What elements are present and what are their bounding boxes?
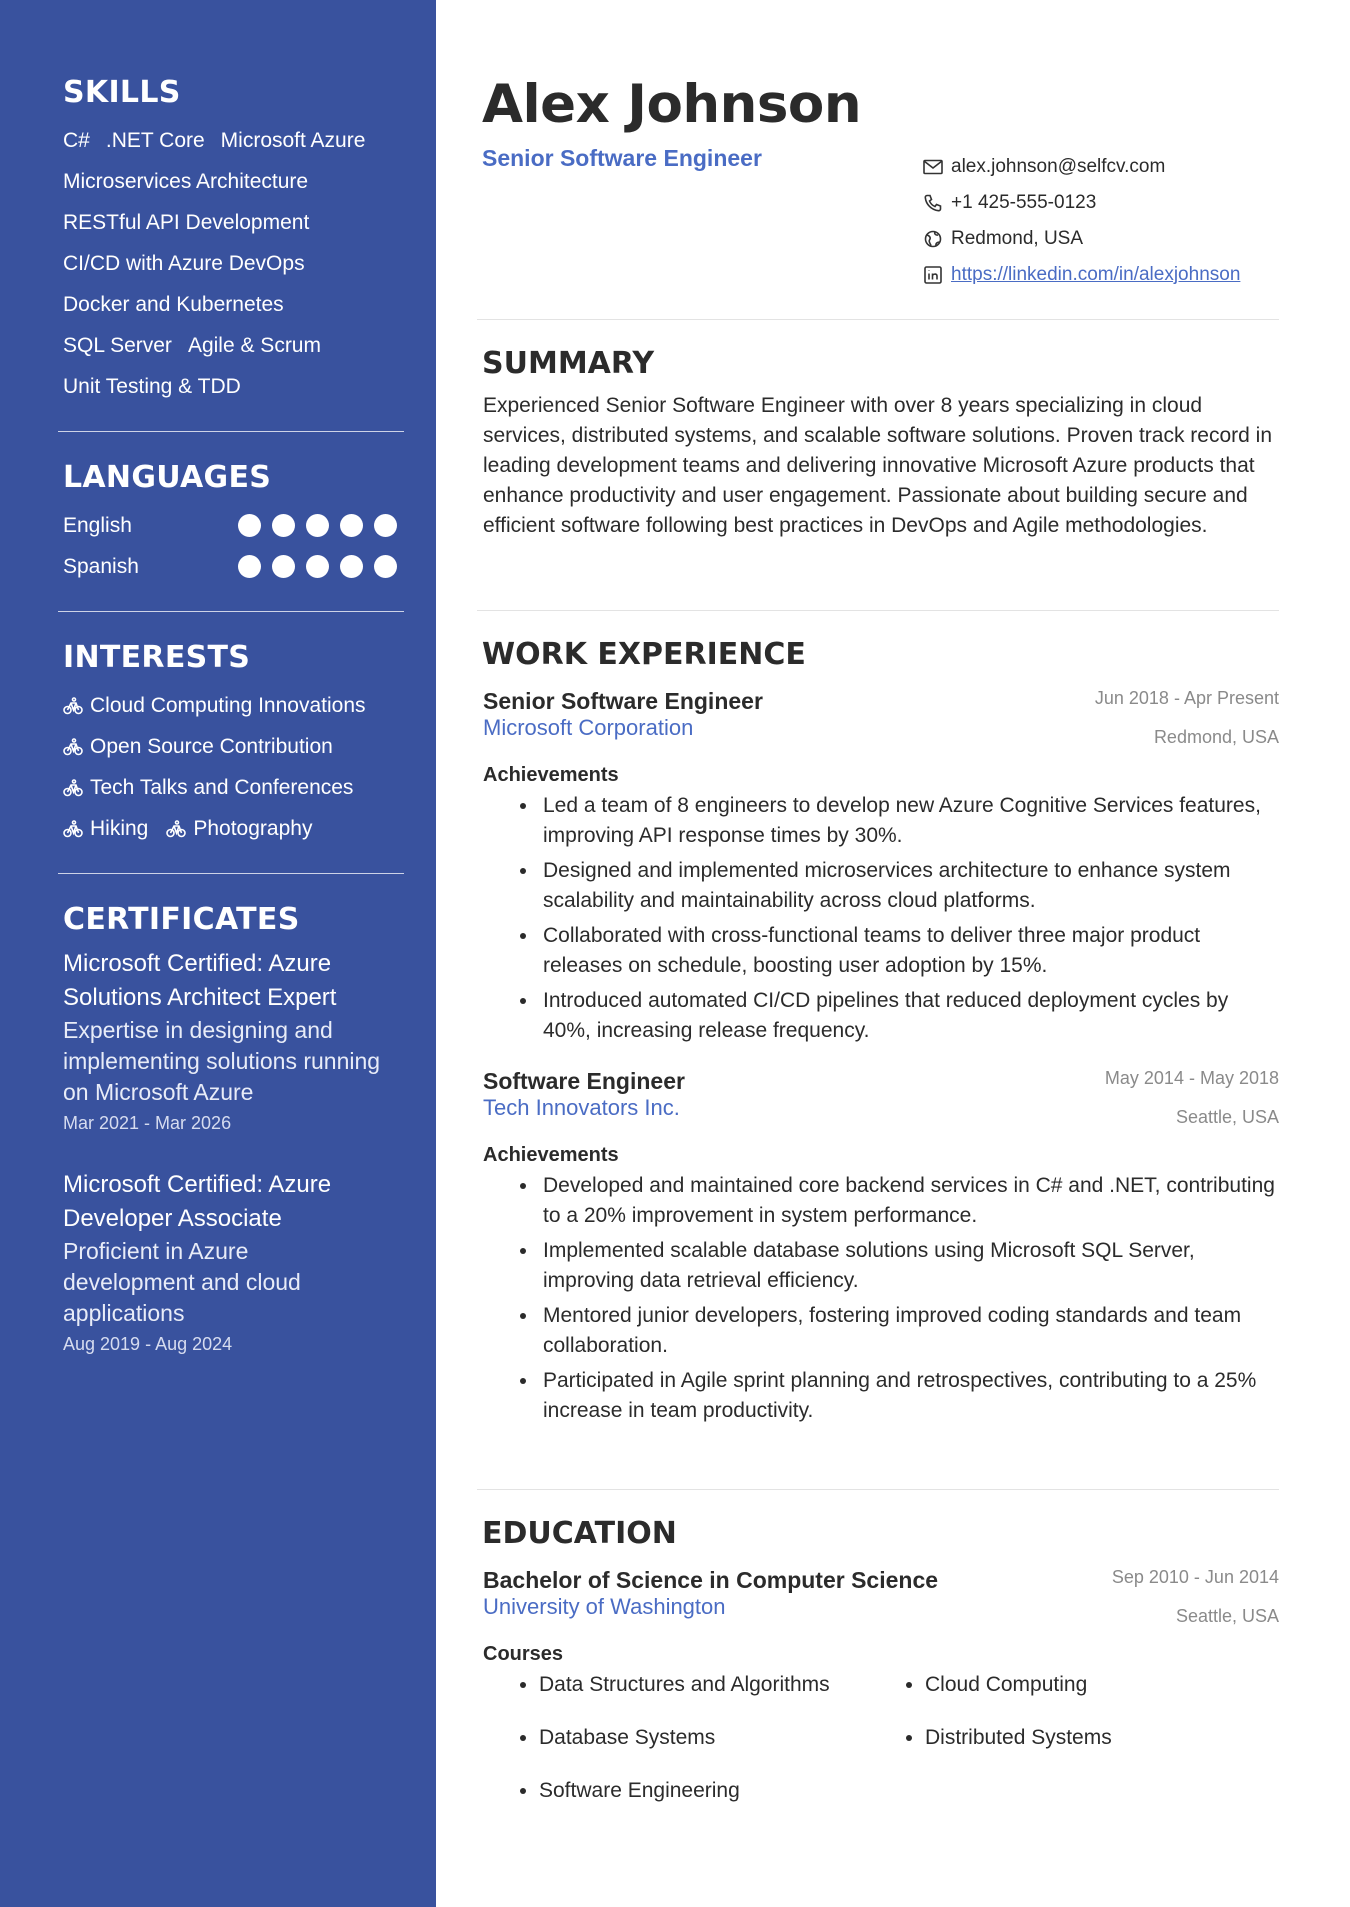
mail-icon [923,159,943,175]
interest-item [63,767,353,808]
candidate-role: Senior Software Engineer [482,145,762,171]
divider [58,431,404,432]
skill-item: Agile & Scrum [187,334,321,357]
experience-heading: WORK EXPERIENCE [482,637,806,672]
achievement-item: • Implemented scalable database solutions using Microsoft SQL Server, improving data retrieval efficiency. [539,1236,1279,1296]
achievements-list [477,791,1279,1046]
course-item: • Software Engineering [539,1776,925,1806]
contact-phone [923,185,1240,221]
skill-item: C# [63,129,90,152]
course-item: • Distributed Systems [925,1723,1305,1753]
achievements-label: Achievements [483,764,619,786]
interest-label: Tech Talks and Conferences [90,776,354,799]
certificates-heading: CERTIFICATES [63,902,300,937]
job-header [483,1068,1279,1095]
interest-label: Cloud Computing Innovations [90,694,366,717]
job-subheader [483,1095,1279,1128]
globe-icon [923,230,943,248]
course-item: • Data Structures and Algorithms [539,1670,925,1700]
education-section [477,1490,1279,1829]
summary-text: Experienced Senior Software Engineer with over 8 years specializing in cloud services, distributed systems, and scalable software solutions. Proven track record in leading development teams and delivering innovative Microsoft Azure products that enhance productivity and user engagement. Passionate about building secure and efficient software following best practices in DevOps and Agile methodologies. [483,394,1273,537]
skill-item: RESTful API Development [63,211,310,234]
level-dot [340,514,363,537]
language-name: English [63,513,132,537]
job-title: Senior Software Engineer [483,688,763,714]
job-dates: Jun 2018 - Apr Present [1094,688,1279,708]
interest-label: Open Source Contribution [90,735,333,758]
sidebar [0,0,436,1907]
achievements-label: Achievements [483,1144,619,1166]
language-row [63,546,397,587]
interests-heading: INTERESTS [63,640,251,675]
interests-list [63,685,403,849]
skills-list [63,120,393,407]
bike-icon [63,697,83,715]
contact-location [923,221,1240,257]
education-heading: EDUCATION [482,1516,677,1551]
interest-item [63,685,366,726]
summary-section [477,320,1279,610]
job-header [483,688,1279,715]
level-dot [238,514,261,537]
level-dot [238,555,261,578]
certificate-date: Mar 2021 - Mar 2026 [63,1113,232,1133]
location-text: Redmond, USA [951,228,1084,249]
certificate-date: Aug 2019 - Aug 2024 [63,1334,233,1354]
job-entry [477,1068,1279,1426]
contact-list [923,149,1240,293]
certificate-description: Proficient in Azure development and cloud applications [63,1238,301,1326]
level-dot [374,555,397,578]
divider [58,611,404,612]
education-header [483,1567,1279,1594]
courses-list [477,1670,1279,1829]
certificate-title: Microsoft Certified: Azure Solutions Architect Expert [63,950,337,1011]
courses-label: Courses [483,1643,564,1665]
bike-icon [63,738,83,756]
interest-item [63,726,333,767]
achievement-item: • Introduced automated CI/CD pipelines that reduced deployment cycles by 40%, increasing release frequency. [539,986,1279,1046]
linkedin-icon [923,266,943,284]
interest-label: Hiking [90,817,149,840]
certificate-item [63,1168,383,1359]
bike-icon [63,820,83,838]
achievement-item: • Designed and implemented microservices architecture to enhance system scalability and maintainability across cloud platforms. [539,856,1279,916]
interest-label: Photography [193,817,313,840]
interest-item [166,808,312,849]
level-dot [340,555,363,578]
skill-item: .NET Core [105,129,205,152]
certificate-item [63,947,383,1138]
job-location: Redmond, USA [1153,727,1279,747]
job-dates: May 2014 - May 2018 [1104,1068,1279,1088]
language-row [63,505,397,546]
contact-linkedin [923,257,1240,293]
course-item: • Cloud Computing [925,1670,1305,1700]
achievement-item: • Developed and maintained core backend services in C# and .NET, contributing to a 20% improvement in system performance. [539,1171,1279,1231]
job-entry [477,688,1279,1046]
skills-heading: SKILLS [63,75,181,110]
achievement-item: • Led a team of 8 engineers to develop new Azure Cognitive Services features, improving API response times by 30%. [539,791,1279,851]
certificate-description: Expertise in designing and implementing solutions running on Microsoft Azure [63,1017,381,1105]
school-name: University of Washington [483,1594,726,1619]
skill-item: Microsoft Azure [220,129,366,152]
summary-heading: SUMMARY [482,346,655,381]
contact-email [923,149,1240,185]
company-name: Tech Innovators Inc. [483,1095,680,1120]
job-subheader [483,715,1279,748]
certificate-title: Microsoft Certified: Azure Developer Associate [63,1171,332,1232]
language-level [238,514,397,537]
level-dot [306,514,329,537]
phone-text: +1 425-555-0123 [951,192,1097,213]
skill-item: Unit Testing & TDD [63,375,241,398]
job-title: Software Engineer [483,1068,685,1094]
achievement-item: • Collaborated with cross-functional teams to deliver three major product releases on schedule, boosting user adoption by 15%. [539,921,1279,981]
company-name: Microsoft Corporation [483,715,694,740]
languages-heading: LANGUAGES [63,460,272,495]
level-dot [272,514,295,537]
language-name: Spanish [63,554,139,578]
level-dot [374,514,397,537]
experience-section [477,611,1279,1489]
phone-icon [923,194,943,212]
skill-item: Microservices Architecture [63,170,309,193]
education-entry [477,1567,1279,1829]
education-dates: Sep 2010 - Jun 2014 [1111,1567,1279,1587]
email-text: alex.johnson@selfcv.com [951,156,1166,177]
bike-icon [166,820,186,838]
header [477,73,1279,319]
achievement-item: • Participated in Agile sprint planning and retrospectives, contributing to a 25% increase in team productivity. [539,1366,1279,1426]
divider [58,873,404,874]
bike-icon [63,779,83,797]
course-item: • Database Systems [539,1723,925,1753]
main-content [477,0,1279,1829]
skill-item: CI/CD with Azure DevOps [63,252,305,275]
language-level [238,555,397,578]
interest-item [63,808,148,849]
education-subheader [483,1594,1279,1627]
candidate-name: Alex Johnson [482,74,862,135]
degree-title: Bachelor of Science in Computer Science [483,1567,939,1593]
skill-item: Docker and Kubernetes [63,293,284,316]
level-dot [306,555,329,578]
level-dot [272,555,295,578]
linkedin-link[interactable]: https://linkedin.com/in/alexjohnson [951,264,1241,285]
education-location: Seattle, USA [1175,1606,1279,1626]
job-location: Seattle, USA [1175,1107,1279,1127]
achievements-list [477,1171,1279,1426]
skill-item: SQL Server [63,334,172,357]
achievement-item: • Mentored junior developers, fostering improved coding standards and team collaboration. [539,1301,1279,1361]
